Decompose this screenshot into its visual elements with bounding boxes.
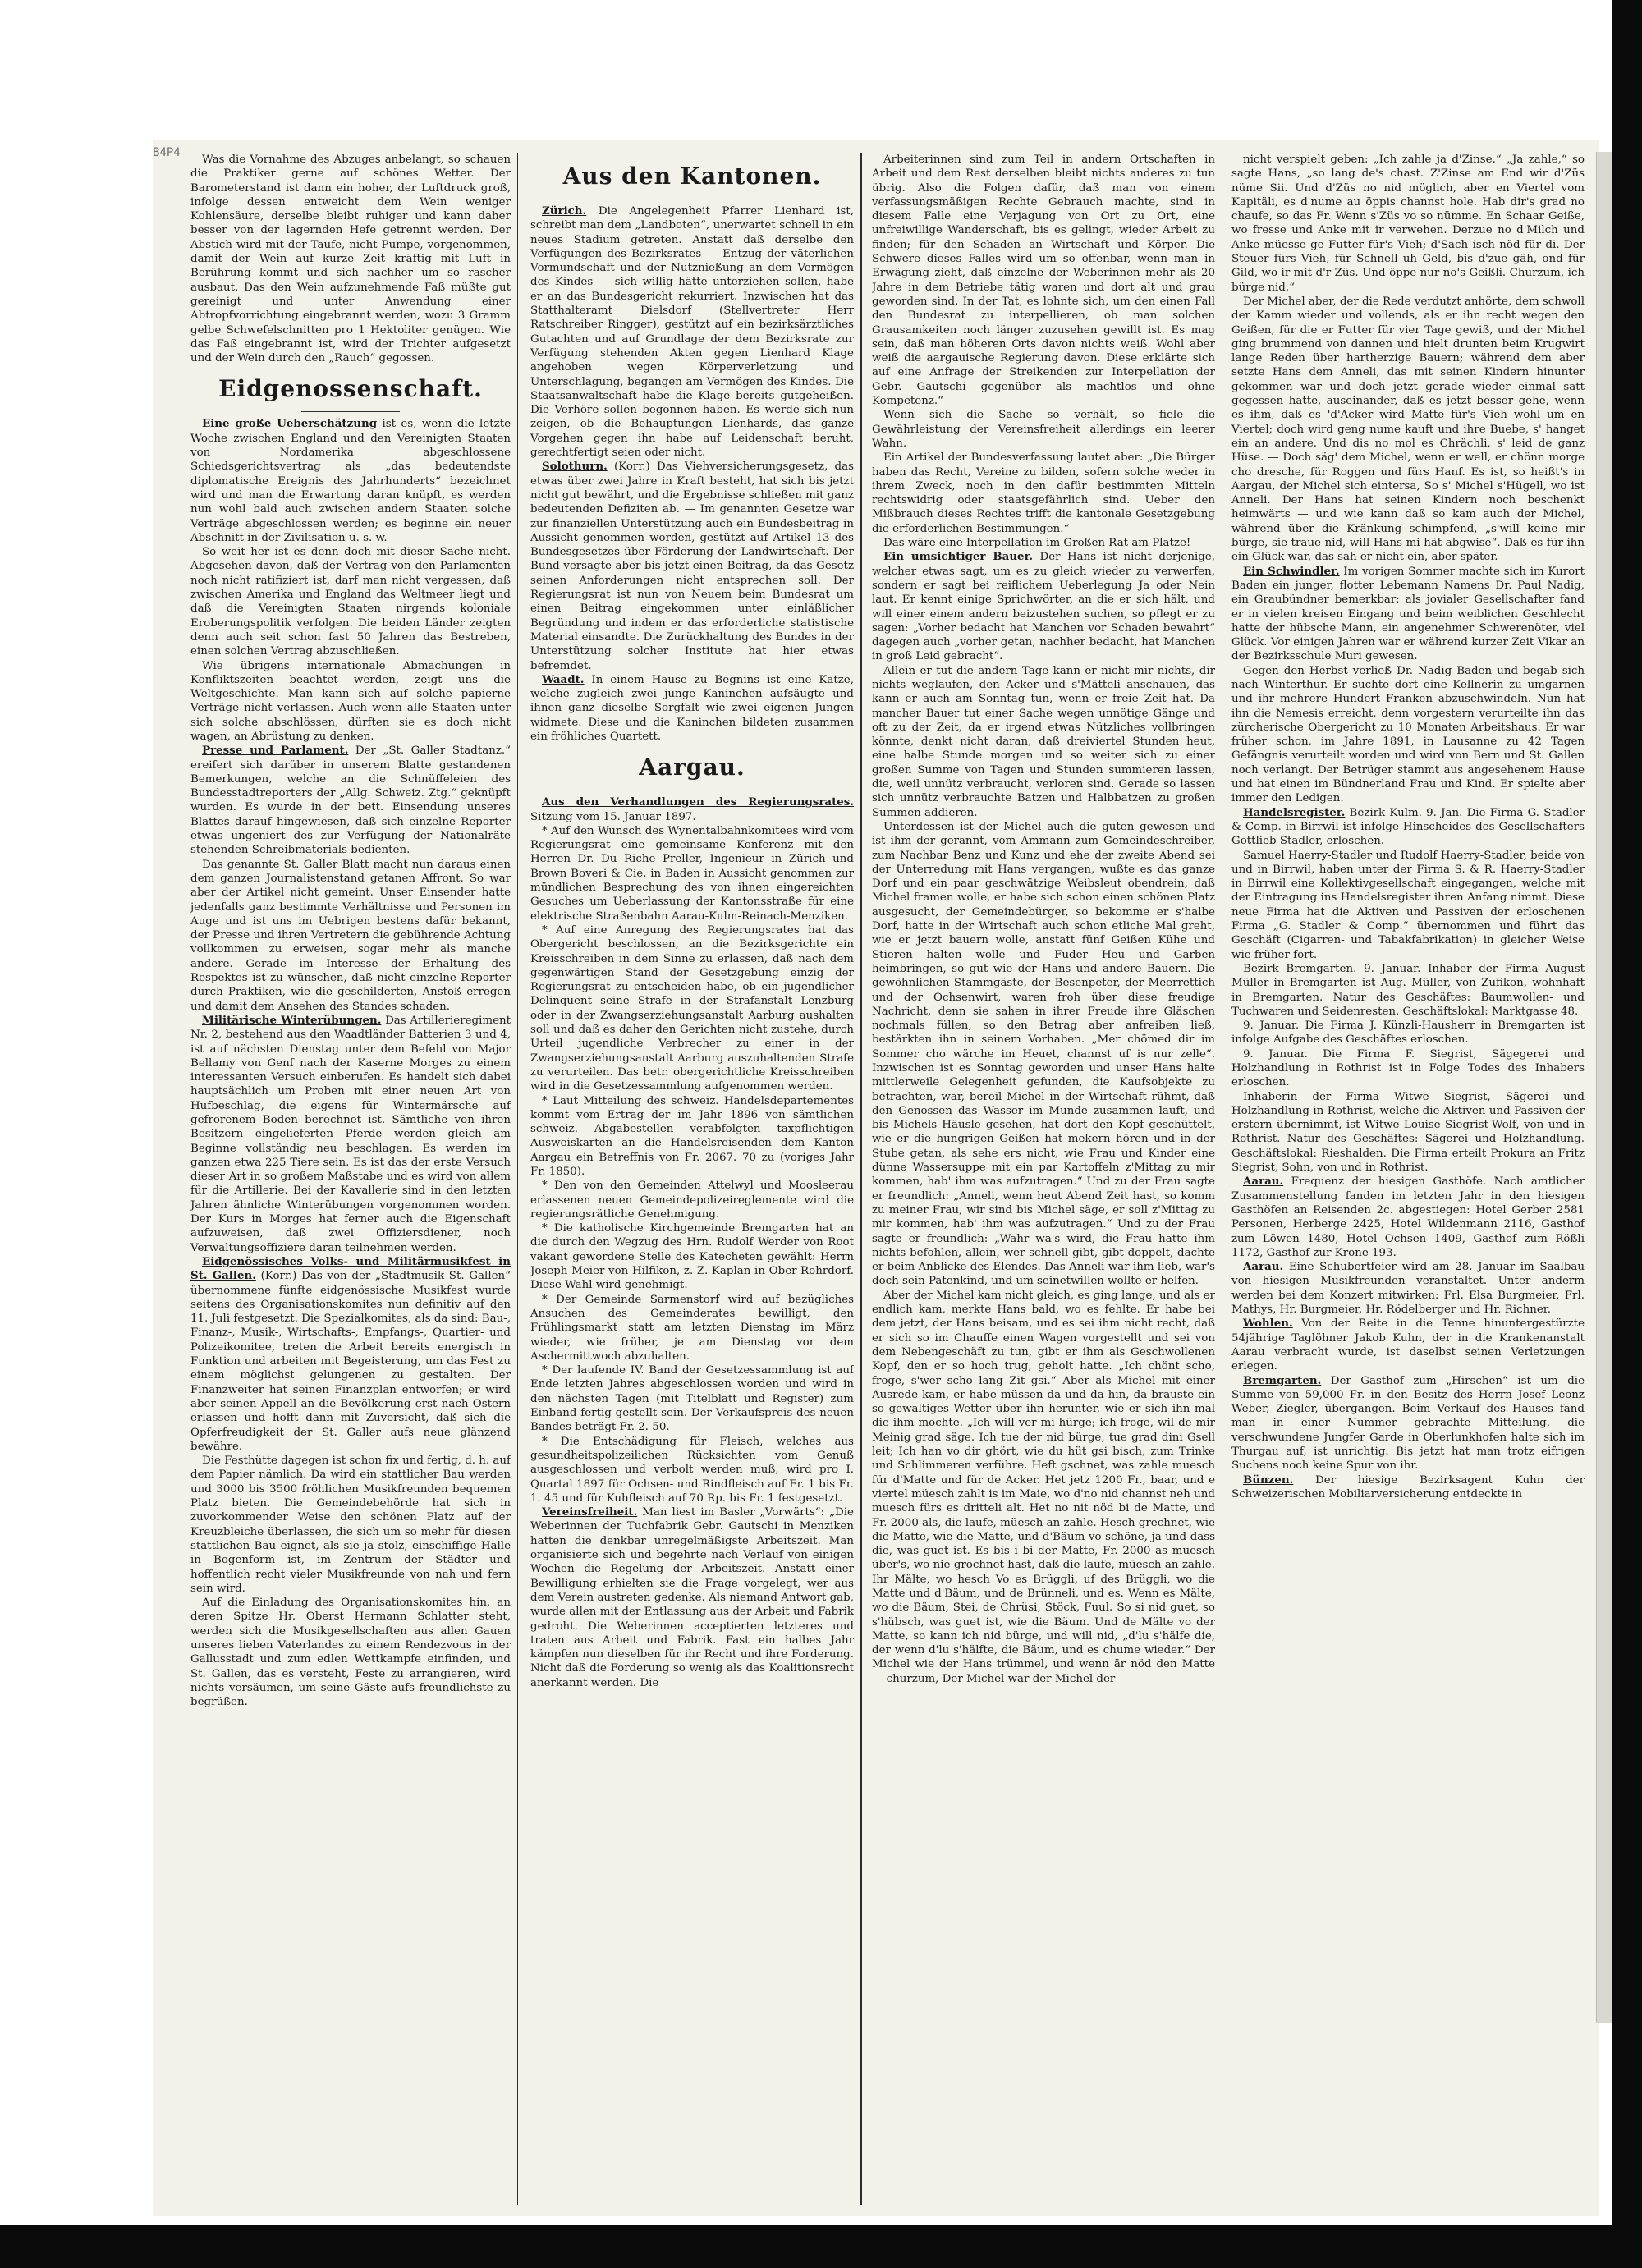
paragraph xyxy=(530,1505,854,1690)
paragraph xyxy=(190,1255,511,1454)
section-title-aargau: Aargau. xyxy=(639,754,745,781)
paragraph: 9. Januar. Die Firma F. Siegrist, Sägegerei und Holzhandlung in Rothrist ist in Folge Todes des Inhabers erloschen. xyxy=(1232,1047,1585,1089)
paragraph xyxy=(190,417,511,545)
paragraph: Samuel Haerry-Stadler und Rudolf Haerry-Stadler, beide von und in Birrwil, haben unter der Firma S. & R. Haerry-Stadler in Birrwil eine Kollektivgesellschaft eingegangen, welche mit der Eintragung ins Handelsregister ihren Anfang nimmt. Diese neue Firma hat die Aktiven und Passiven der erloschenen Firma „G. Stadler & Comp.“ übernommen und führt das Geschäft (Cigarren- und Tabakfabrikation) in gleicher Weise wie früher fort. xyxy=(1232,849,1585,961)
article-lead: Aarau. xyxy=(1243,1260,1284,1274)
paragraph: Der Michel aber, der die Rede verdutzt anhörte, dem schwoll der Kamm wieder und vollends, als er ihn recht wegen den Geißen, für die er Futter für vier Tage gewiß, und der Michel ging brummend von dannen und hielt drunten beim Krugwirt lange Reden über hartherzige Bauern; während dem aber setzte Hans dem Anneli, das mit seinen Kindern hinunter gekommen war und doch jetzt gerade wieder einmal satt gegessen hatte, auseinander, daß es jetzt besser gehe, wenn es ihm, daß es 'd'Acker wird Matte für's Vieh wohl um en Viertel; doch wird geng nume kauft und ihre Buebe, s' hanget ein an andere. Und dis no mol es Chrächli, s' leid de ganz Hüse. — Doch säg' dem Michel, wenn er well, er chönn morge cho dresche, für Roggen und fürs Hanf. Es ist, so heißt's in Aargau, der Michel sich eintersa, So s' Michel s'Hügell, wo ist Anneli. Der Hans hat seinen Kindern noch beschenkt heimwärts — und wie kann daß so kam auch der Michel, während über die Kränkung schimpfend, „s'will keine mir bürge, sie traue nid, will Hans mi hät abgwise“. Daß es für ihn ein Glück war, das sah er nicht ein, aber später. xyxy=(1232,295,1585,564)
paragraph xyxy=(190,744,511,857)
paragraph: * Auf den Wunsch des Wynentalbahnkomitees wird vom Regierungsrat eine gemeinsame Konferenz mit den Herren Dr. Du Riche Preller, Ingenieur in Zürich und Brown Boveri & Cie. in Baden in Aussicht genommen zur mündlichen Besprechung des von ihnen eingereichten Gesuches um Ueberlassung der Kantonsstraße für eine elektrische Straßenbahn Aarau-Kulm-Reinach-Menziken. xyxy=(530,824,854,923)
column-1 xyxy=(190,153,511,2205)
article-lead: Zürich. xyxy=(542,204,587,218)
article-lead: Militärische Winterübungen. xyxy=(202,1013,382,1027)
paragraph xyxy=(530,204,854,460)
paragraph: Das wäre eine Interpellation im Großen Rat am Platze! xyxy=(883,537,1191,550)
article-text: Bezirk Kulm. 9. Jan. Die Firma G. Stadler & Comp. in Birrwil ist infolge Hinscheides des Gesellschafters Gottlieb Stadler, erloschen. xyxy=(1232,806,1585,848)
paragraph xyxy=(1232,1260,1585,1317)
article-text: Der Hans ist nicht derjenige, welcher etwas sagt, um es zu gleich wieder zu verwerfen, sondern er sagt bei reiflichem Ueberlegung Ja oder Nein laut. Er kennt einige Sprichwörter, an die er sich hält, und will einer einem andern beizustehen suchen, so pflegt er zu sagen: „Vorher bedacht hat Manchen vor Schaden bewahrt“ dagegen auch „vorher getan, nachher bedacht, hat Manchen in groß Leid gebracht“. xyxy=(872,551,1215,663)
paragraph: Allein er tut die andern Tage kann er nicht mir nichts, dir nichts weglaufen, den Acker und s'Mätteli anschauen, das kann er auch am Sonntag tun, wenn er freie Zeit hat. Da mancher Bauer tut einer Sache wegen unnötige Gänge und oft zu der Zeit, da er irgend etwas Nützliches vollbringen könnte, denkt nicht daran, daß dreiviertel Stunden heut, eine halbe Stunde morgen und so weiter sich zu einer großen Summe von Tagen und Stunden summieren lassen, die, weil unnütz verbraucht, verloren sind. Gerade so lassen sich unnütz verbrauchte Batzen und Halbbatzen zu großen Summen addieren. xyxy=(872,664,1215,819)
article-text: Das Artillerieregiment Nr. 2, bestehend aus den Waadtländer Batterien 3 und 4, ist auf nächsten Dienstag unter dem Befehl von Major Bellamy von Genf nach der Kaserne Morges zu einem interessanten Versuch einberufen. Es handelt sich dabei hauptsächlich um Proben mit einer neuen Art von Hufbeschlag, die eigens für Wintermärsche auf gefrorenem Boden berechnet ist. Sämtliche von ihren Besitzern eingelieferten Pferde werden gleich am Beginne vollständig neu beschlagen. Es werden im ganzen etwa 225 Tiere sein. Es ist das der erste Versuch dieser Art in so großem Maßstabe und es wird von allem für die Artillerie. Bei der Kavallerie sind in den letzten Jahren ähnliche Winterübungen vorgenommen worden. Der Kurs in Morges hat ferner auch die Eigenschaft aufzuweisen, daß zwei Offiziersdiener, noch Verwaltungsoffiziere daran teilnehmen werden. xyxy=(190,1014,511,1254)
article-text: Der hiesige Bezirksagent Kuhn der Schweizerischen Mobiliarversicherung entdeckte in xyxy=(1232,1473,1585,1501)
article-lead: Eine große Ueberschätzung xyxy=(202,417,378,431)
article-text: Man liest im Basler „Vorwärts“: „Die Weberinnen der Tuchfabrik Gebr. Gautschi in Menziken hatten die denkbar unregelmäßigste Arbeitszeit. Man organisierte sich und begehrte nach Verlauf von einigen Wochen die Regelung der Arbeitszeit. Anstatt einer Bewilligung erhielten sie die Frage vorgelegt, wer aus dem Verein austreten gedenke. Als niemand Antwort gab, wurde allen mit der Entlassung aus der Arbeit und Fabrik gedroht. Die Weberinnen acceptierten letzteres und traten aus Arbeit und Fabrik. Fast ein halbes Jahr kämpfen nun dieselben für ihr Recht und ihre Forderung. Nicht daß die Forderung so wenig als das Koalitionsrecht anerkannt werden. Die xyxy=(530,1506,854,1689)
paragraph: * Der Gemeinde Sarmenstorf wird auf bezügliches Ansuchen des Gemeinderates bewilligt, den Frühlingsmarkt statt am letzten Dienstag im März wieder, wie früher, je am Dienstag vor dem Aschermittwoch abzuhalten. xyxy=(530,1293,854,1363)
article-lead: Presse und Parlament. xyxy=(202,744,349,758)
paragraph: Inhaberin der Firma Witwe Siegrist, Sägerei und Holzhandlung in Rothrist, welche die Aktiven und Passiven der erstern übernimmt, ist Witwe Louise Siegrist-Wolf, von und in Rothrist. Natur des Geschäftes: Sägerei und Holzhandlung. Geschäftslokal: Rieshalden. Die Firma erteilt Prokura an Fritz Siegrist, Sohn, von und in Rothrist. xyxy=(1232,1090,1585,1175)
article-lead: Bünzen. xyxy=(1243,1473,1294,1487)
paragraph: Die Festhütte dagegen ist schon fix und fertig, d. h. auf dem Papier nämlich. Da wird ein stattlicher Bau werden und 3000 bis 3500 fröhlichen Musikfreunden bequemen Platz bieten. Die Gemeindebehörde hat sich in zuvorkommender Weise den schönen Platz auf der Kreuzbleiche überlassen, die sich um so mehr für diesen stattlichen Bau eignet, als sie ja stolz, einschiffige Halle in Bogenform ist, im Zentrum der Städter und hoffentlich recht vieler Musikfreunde von nah und fern sein wird. xyxy=(190,1455,511,1595)
paragraph xyxy=(530,795,854,824)
column-rule-2 xyxy=(860,153,862,2205)
section-title-eidgenossenschaft: Eidgenossenschaft. xyxy=(218,375,483,403)
paragraph: * Die Entschädigung für Fleisch, welches aus gesundheitspolizeilichen Rücksichten vom Genuß ausgeschlossen und verbolt werden muß, wird pro I. Quartal 1897 für Ochsen- und Rindfleisch auf Fr. 1 bis Fr. 1. 45 und für Kuhfleisch auf 70 Rp. bis Fr. 1 festgesetzt. xyxy=(530,1435,854,1505)
scan-border-bottom xyxy=(0,2225,1642,2268)
paragraph: Aber der Michel kam nicht gleich, es ging lange, und als er endlich kam, merkte Hans bald, wo es fehlte. Er habe bei dem jetzt, der Hans beisam, und es sei ihm nicht recht, daß er sich so im Chauffe einen Wagen vorgestellt und sei von dem Nebengeschäft zu tun, gibt er ihm als Geschwollenen Kopf, den er so hoch trug, geholt hatte. „Ich chönt scho, froge, s'wer scho lang Zit gsi.“ Aber als Michel mit einer Ausrede kam, er habe müssen da und da hin, da brauste ein so gewaltiges Wetter über ihn herunter, wie er sich ihn mal die ihm mochte. „Ich will ver mi hürge; ich froge, wil de mir Meinig grad säge. Ich tue der nid bürge, tue grad dini Gsell leit; Ich han vo dir ghört, wie du hüt gsi bisch, zum Trinke und Schlimmeren verführe. Heft gschnet, was zahle muesch für d'Matte und für de Acker. Het jetz 1200 Fr., baar, und e viertel müesch zahlt is im Maie, wo d'no nid channst neh und muesch fürs es dritteli alt. Het no nit nöd bi de Matte, und Fr. 2000 als, die laufe, müesch an zahle. Hesch grechnet, wie die Matte, wie die Matte, und d'Bäum vo schöne, ja und dass die, was guet ist. Es bis i bi der Matte, Fr. 2000 as muesch über's, wo nie grochnet hast, daß die laufe, müesch an zahle. Ihr Mälte, wo hesch Vo es Brüggli, uf des Brüggli, wo die Matte und d'Bäum, und de Brünneli, und es. Wenn es Mälte, wo die Bäum, Stei, de Chrüsi, Stöck, Fuul. So si nid guet, so s'hübsch, was guet ist, wie die Bäum. Und de Mälte vo der Matte, so kann ich nid bürge, und will nid, „d'lu s'hälfe die, der wenn d'lu s'hälfte, die Bäum, und es chume wieder.“ Der Michel wie der Hans trümmel, und wenn är nöd den Matte — churzum, Der Michel war der Michel der xyxy=(872,1289,1215,1685)
article-text: ist es, wenn die letzte Woche zwischen England und den Vereinigten Staaten von Nordamerika abgeschlossene Schiedsgerichtsvertrag als „das bedeutendste diplomatische Ereignis des Jahrhunderts“ bezeichnet wird und man die Erwartung daran knüpft, es werden nun wohl bald auch zwischen andern Staaten solche Verträge abgeschlossen werden; es beginne ein neuer Abschnitt in der Zivilisation u. s. w. xyxy=(190,418,511,544)
title-rule xyxy=(301,411,400,412)
article-text: Von der Reite in die Tenne hinuntergestürzte 54jährige Taglöhner Jakob Kuhn, der in die Krankenanstalt Aarau verbracht wurde, ist daselbst seinen Verletzungen erlegen. xyxy=(1232,1317,1585,1373)
paragraph: nicht verspielt geben: „Ich zahle ja d'Zinse.“ „Ja zahle,“ so sagte Hans, „so lang de's chast. Z'Zinse am End wir d'Züs nüme Sii. Und d'Züs no nid möglich, aber en Viertel vom Kapitäli, es d'nume au öppis channst hole. Hab dir's grad no chaufe, so das Fr. Wenn s'Züs vo so nümme. En Schaar Geiße, wo fresse und Anke mit ir verwehen. Derzue no d'Milch und Anke müesse ge Futter für's Vieh; d'Sach isch nöd für di. Der Steuer fürs Vieh, für Schnell uh Geld, bis d'zue gäh, ond für Gild, wo ir mit d'r Züs. Und öppe nur no's Geißli. Churzum, ich bürge nid.“ xyxy=(1232,153,1585,294)
paragraph xyxy=(872,550,1215,663)
paragraph: Arbeiterinnen sind zum Teil in andern Ortschaften in Arbeit und dem Rest derselben bleibt nichts anderes zu tun übrig. Also die Folgen dafür, daß man von einem verfassungsmäßigen Rechte Gebrauch machte, sind in diesem Falle eine Verjagung von Ort zu Ort, eine unfreiwillige Wanderschaft, bis es gelingt, wieder Arbeit zu finden; für den Schaden an Wirtschaft und Körper. Die Schwere dieses Falles wird um so offenbar, wenn man in Erwägung zieht, daß einzelne der Weberinnen mehr als 20 Jahre in dem Betriebe tätig waren und dort alt und grau geworden sind. In der Tat, es lohnte sich, um den einen Fall den Bundesrat zu interpellieren, ob man solchen Grausamkeiten noch länger zuzusehen gewillt ist. Es mag sein, daß man höheren Orts davon nichts weiß. Wohl aber weiß die aargauische Regierung davon. Diese erklärte sich auf eine Anfrage der Streikenden zur Interpellation der Gebr. Gautschi gegenüber als machtlos und ohne Kompetenz.“ xyxy=(872,153,1215,408)
paragraph: * Auf eine Anregung des Regierungsrates hat das Obergericht beschlossen, an die Bezirksgerichte ein Kreisschreiben in dem Sinne zu erlassen, daß nach dem gegenwärtigen Stand der Gesetzgebung einzig der Regierungsrat zu entscheiden habe, ob ein jugendlicher Delinquent seine Strafe in der Strafanstalt Lenzburg oder in der Zwangserziehungsanstalt Aarburg aushalten soll und daß es daher den Gerichten nicht zustehe, durch Urteil jugendliche Verbrecher zu einer in der Zwangserziehungsanstalt Aarburg auszuhaltenden Strafe zu verurteilen. Das betr. obergerichtliche Kreisschreiben wird in die Gesetzessammlung aufgenommen werden. xyxy=(530,923,854,1093)
paragraph xyxy=(1232,1175,1585,1260)
article-lead: Ein Schwindler. xyxy=(1243,564,1340,578)
paragraph xyxy=(1232,806,1585,849)
paragraph xyxy=(1232,1374,1585,1473)
paragraph: Das genannte St. Galler Blatt macht nun daraus einen dem ganzen Journalistenstand getanen Affront. So war aber der Artikel nicht gemeint. Unser Einsender hatte jedenfalls ganz bestimmte Verhältnisse und Personen im Auge und ist uns im Uebrigen bestens dafür bekannt, der Presse und ihren Vertretern die gebührende Achtung vollkommen zu erweisen, sogar mehr als manche andere. Gerade im Interesse der Erhaltung des Respektes ist zu wünschen, daß nicht einzelne Reporter durch Praktiken, wie die geschilderten, Anstoß erregen und damit dem Ansehen des Standes schaden. xyxy=(190,858,511,1013)
column-3 xyxy=(872,153,1215,2205)
paragraph: Ein Artikel der Bundesverfassung lautet aber: „Die Bürger haben das Recht, Vereine zu bilden, sofern solche weder in ihrem Zweck, noch in den dafür bestimmten Mitteln rechtswidrig oder staatsgefährlich sind. Ueber den Mißbrauch dieses Rechtes trifft die kantonale Gesetzgebung die erforderlichen Bestimmungen.“ xyxy=(872,451,1215,535)
column-4 xyxy=(1232,153,1585,2205)
column-rule-1 xyxy=(517,153,518,2205)
paragraph xyxy=(530,673,854,744)
article-lead: Eidgenössisches Volks- und Militärmusikfest in St. Gallen. xyxy=(190,1254,511,1283)
article-text: In einem Hause zu Begnins ist eine Katze, welche zugleich zwei junge Kaninchen aufsäugte und ihnen ganz dieselbe Sorgfalt wie zwei eigenen Jungen widmete. Diese und die Kaninchen bildeten zusammen ein fröhliches Quartett. xyxy=(530,673,854,743)
paragraph: Wie übrigens internationale Abmachungen in Konfliktszeiten beachtet werden, zeigt uns die Weltgeschichte. Man kann sich auf solche papierne Verträge nicht verlassen. Auch wenn alle Staaten unter sich solche abschlössen, dürften sie es doch nicht wagen, an Abrüstung zu denken. xyxy=(190,659,511,743)
article-text: Der „St. Galler Stadtanz.“ ereifert sich darüber in unserem Blatte gestandenen Bemerkungen, welche an die Schnüffeleien des Bundesstadtreporters der „Allg. Schweiz. Ztg.“ geknüpft wurden. Es wurde in der bett. Einsendung unseres Blattes darauf hingewiesen, daß sich einzelne Reporter etwas ungeniert des zur Verfügung der Nationalräte stehenden Schreibmaterials bedienten. xyxy=(190,745,511,857)
paragraph: Bezirk Bremgarten. 9. Januar. Inhaber der Firma August Müller in Bremgarten ist Aug. Müller, von Zufikon, wohnhaft in Bremgarten. Natur des Geschäftes: Baumwollen- und Tuchwaren und Seidenresten. Geschäftslokal: Marktgasse 48. xyxy=(1232,962,1585,1018)
paragraph xyxy=(530,460,854,672)
article-lead: Wohlen. xyxy=(1243,1317,1293,1331)
article-text: (Korr.) Das von der „Stadtmusik St. Gallen“ übernommene fünfte eidgenössische Musikfest wurde seitens des Organisationskomites nun definitiv auf den 11. Juli festgesetzt. Die Spezialkomites, als da sind: Bau-, Finanz-, Musik-, Wirtschafts-, Empfangs-, Quartier- und Polizeikomitee, treten die Arbeit bereits energisch in Funktion und arbeiten mit Begeisterung, um das Fest zu einem möglichst gelungenen zu gestalten. Der Finanzweiter hat seinen Finanzplan entworfen; er wird aber seinen Appell an die Bevölkerung erst nach Ostern erlassen und hofft dann mit Zuversicht, daß sich die Opferfreudigkeit der St. Galler aufs neue glänzend bewähre. xyxy=(190,1270,511,1453)
article-lead: Bremgarten. xyxy=(1243,1373,1322,1387)
paragraph: Was die Vornahme des Abzuges anbelangt, so schauen die Praktiker gerne auf schönes Wetter. Der Barometerstand ist dann ein hoher, der Luftdruck groß, infolge dessen entweicht dem Wein weniger Kohlensäure, derselbe bleibt ruhiger und kann daher besser von der lagernden Hefe getrennt werden. Der Abstich wird mit der Taufe, nicht Pumpe, vorgenommen, damit der Wein auf kurze Zeit kräftig mit Luft in Berührung kommt und sich nachher um so rascher ausbaut. Das den Wein aufzunehmende Faß müßte gut gereinigt und unter Anwendung einer Abtropfvorrichtung eingebrannt werden, wozu 3 Gramm gelbe Schwefelschnitten pro 1 Hektoliter genügen. Wie das Faß eingebrannt ist, wird der Trichter aufgesetzt und der Wein durch den „Rauch“ gegossen. xyxy=(190,153,511,365)
article-text: Im vorigen Sommer machte sich im Kurort Baden ein junger, flotter Lebemann Namens Dr. Paul Nadig, ein Graubündner bemerkbar; als jovialer Gesellschafter fand er in vielen kreisen Eingang und beim weiblichen Geschlecht hatte der hübsche Mann, ein angenehmer Schwerenöter, viel Glück. Vor einigen Jahren war er während kurzer Zeit Vikar an der Bezirksschule Muri gewesen. xyxy=(1232,565,1585,663)
article-text: Eine Schubertfeier wird am 28. Januar im Saalbau von hiesigen Musikfreunden veranstaltet. Unter anderm werden bei dem Konzert mitwirken: Frl. Elsa Burgmeier, Frl. Mathys, Hr. Burgmeier, Hr. Rödelberger und Hr. Richner. xyxy=(1232,1261,1585,1317)
page-stamp: B4P4 xyxy=(153,146,181,159)
article-text: Sitzung vom 15. Januar 1897. xyxy=(530,810,696,823)
scan-border-right xyxy=(1612,0,1642,2268)
paragraph xyxy=(190,1014,511,1255)
article-text: Der Gasthof zum „Hirschen“ ist um die Summe von 59,000 Fr. in den Besitz des Herrn Josef Leonz Weber, Ziegler, übergangen. Beim Verkauf des Hauses fand man in einer Nummer gebrachte Mitteilung, die verschwundene Jungfer Garde in Oberlunkhofen halte sich im Thurgau auf, ist unrichtig. Bis jetzt hat man trotz eifrigen Suchens noch keine Spur von ihr. xyxy=(1232,1374,1585,1473)
article-lead: Handelsregister. xyxy=(1243,805,1346,819)
paragraph xyxy=(1232,1473,1585,1502)
paragraph: * Den von den Gemeinden Attelwyl und Moosleerau erlassenen neuen Gemeindepolizeireglemente wird die regierungsrätliche Genehmigung. xyxy=(530,1180,854,1221)
article-lead: Solothurn. xyxy=(542,460,608,474)
article-lead: Aarau. xyxy=(1243,1175,1284,1189)
next-page-edge xyxy=(1596,152,1612,2023)
paragraph: Gegen den Herbst verließ Dr. Nadig Baden und begab sich nach Winterthur. Er suchte dort eine Kellnerin zu umgarnen und ihr mehrere Hundert Franken abzuschwindeln. Nun hat ihn die Nemesis erreicht, denn vorgestern verurteilte ihn das zürcherische Obergericht zu 10 Monaten Arbeitshaus. Er war früher schon, im Jahre 1891, in Lausanne zu 42 Tagen Gefängnis verurteilt worden und wird von Bern und St. Gallen noch verlangt. Der Betrüger stammt aus angesehenem Hause und hat einen im Bündnerland Frau und Kind. Er spielte aber immer den Ledigen. xyxy=(1232,664,1585,805)
paragraph: * Die katholische Kirchgemeinde Bremgarten hat an die durch den Wegzug des Hrn. Rudolf Werder von Root vakant gewordene Stelle des Katecheten gewählt: Herrn Joseph Meier von Hilfikon, z. Z. Kaplan in Ober-Rohrdorf. Diese Wahl wird genehmigt. xyxy=(530,1222,854,1292)
paragraph: 9. Januar. Die Firma J. Künzli-Hausherr in Bremgarten ist infolge Aufgabe des Geschäftes erloschen. xyxy=(1232,1019,1585,1047)
article-text: Die Angelegenheit Pfarrer Lienhard ist, schreibt man dem „Landboten“, unerwartet schnell in ein neues Stadium getreten. Anstatt daß derselbe den Verfügungen des Bezirksrates — Entzug der väterlichen Vormundschaft und der Nutznießung an dem Vermögen des Kindes — sich willig hätte unterziehen sollen, habe er an das Bundesgericht rekurriert. Inzwischen hat das Statthalteramt Dielsdorf (Stellvertreter Herr Ratschreiber Ringger), gestützt auf ein bezirksärztliches Gutachten und auf Grundlage der dem Bezirksrate zur Verfügung stehenden Akten gegen Lienhard Klage angehoben wegen Körperverletzung und Unterschlagung, begangen am Vermögen des Kindes. Die Staatsanwaltschaft habe die Klage bereits gutgeheißen. Die Verhöre sollen begonnen haben. Es werde sich nun zeigen, ob die Behauptungen Lienhards, das ganze Vorgehen gegen ihn habe auf Leidenschaft beruht, gerechtfertigt seien oder nicht. xyxy=(530,205,854,460)
article-lead: Waadt. xyxy=(542,672,585,686)
paragraph: Auf die Einladung des Organisationskomites hin, an deren Spitze Hr. Oberst Hermann Schlatter steht, werden sich die Musikgesellschaften aus allen Gauen unseres lieben Vaterlandes zu einem Rendezvous in der Gallusstadt und zum edlen Wettkampfe einfinden, und St. Gallen, das es versteht, Feste zu arrangieren, wird nichts versäumen, um seine Gäste aufs freundlichste zu begrüßen. xyxy=(190,1597,511,1709)
article-lead: Aus den Verhandlungen des Regierungsrates. xyxy=(542,795,854,809)
paragraph: Wenn sich die Sache so verhält, so fiele die Gewährleistung der Vereinsfreiheit allerdings ein leerer Wahn. xyxy=(872,409,1215,450)
article-text: Frequenz der hiesigen Gasthöfe. Nach amtlicher Zusammenstellung fanden im letzten Jahr in den hiesigen Gasthöfen an Reisenden 2c. abgestiegen: Hotel Gerber 2581 Personen, Herberge 2425, Hotel Wildenmann 2116, Gasthof zum Löwen 1480, Hotel Ochsen 1409, Gasthof zum Rößli 1172, Gasthof zur Krone 193. xyxy=(1232,1175,1585,1259)
article-text: (Korr.) Das Viehversicherungsgesetz, das etwas über zwei Jahre in Kraft besteht, hat sich bis jetzt nicht gut bewährt, und die Ergebnisse schließen mit ganz bedeutenden Defiziten ab. — Im genannten Gesetze war zur finanziellen Unterstützung auch ein Bundesbeitrag in Aussicht genommen worden, gestützt auf Artikel 13 des Bundesgesetzes über Förderung der Landwirtschaft. Der Bund versagte aber bis jetzt einen Beitrag, da das Gesetz seinen Anforderungen nicht entsprechen soll. Der Regierungsrat ist nun von Neuem beim Bundesrat um einen Beitrag eingekommen unter einläßlicher Begründung und indem er das erforderliche statistische Material einsandte. Die Zurückhaltung des Bundes in der Unterstützung solcher Institute hat hier etwas befremdet. xyxy=(530,460,854,672)
paragraph: * Laut Mitteilung des schweiz. Handelsdepartementes kommt vom Ertrag der im Jahr 1896 von sämtlichen schweiz. Abgabestellen verabfolgten taxpflichtigen Ausweiskarten an die Handelsreisenden dem Kanton Aargau ein Betreffnis von Fr. 2067. 70 zu (voriges Jahr Fr. 1850). xyxy=(530,1094,854,1178)
paragraph: Unterdessen ist der Michel auch die guten gewesen und ist ihm der gerannt, vom Ammann zum Gemeindeschreiber, zum Nachbar Benz und Kunz und ehe der zweite Abend sei der Unterredung mit Hans vergangen, wußte es das ganze Dorf und ein paar geschwätzige Weibsleut obendrein, daß Michel framen wolle, er habe sich schon einen schönen Platz ausgesucht, der Gemeindebürger, so bekomme er s'halbe Dorf, hatte in der Wirtschaft auch schon etliche Mal greht, wie er jetzt bauern wolle, anstatt fünf Geißen Kühe und Stieren halten wolle und Fuder Heu und Garben heimbringen, so gut wie der Hans und andere Bauern. Die gewöhnlichen Stammgäste, der Besenpeter, der Meerrettich und der Ochsenwirt, waren froh über diese freudige Nachricht, denn sie sahen in ihrer Freude ihre Gläschen nochmals füllen, so den Betrag aber anfreiben ließ, bestärkten ihn in seinem Vorhaben. „Mer chömed dir im Sommer cho wärche im Heuet, channst uf is nur zelle“. Inzwischen ist es Sonntag geworden und unser Hans halte mittlerweile Gelegenheit gefunden, die Kaufsobjekte zu betrachten, war, bereil Michel in der Wirtschaft rühmt, daß den Genossen das Wasser im Munde zusammen lauft, und bis Michels Häusle gesehen, hat dort den Kopf geschüttelt, wie er die hungrigen Geißen hat mekern hören und in der Stube getan, als sehe ers nicht, wie Frau und Kinder eine dünne Wassersuppe mit ein par Kartoffeln z'Mittag zu mir kommen, hab' ihm was aufzutragen.“ Und zu der Frau sagte er freundlich: „Anneli, wenn heut Abend Zeit hast, so komm zu meiner Frau, wir sind bis Michel säge, er soll z'Mittag zu mir kommen, hab' ihm was aufzutragen.“ Und zu der Frau sagte er freundlich: „Wahr wa's wird, die Frau hatte ihm nichts befohlen, allein, wer schnell gibt, gibt doppelt, dachte er beim Anblicke des Elendes. Das Anneli war ihm lieb, war's doch sein Patenkind, und um seinetwillen wollte er helfen. xyxy=(872,820,1215,1288)
paragraph: * Der laufende IV. Band der Gesetzessammlung ist auf Ende letzten Jahres abgeschlossen worden und wird in den nächsten Tagen (mit Titelblatt und Register) zum Einband fertig gestellt sein. Der Verkaufspreis des neuen Bandes beträgt Fr. 2. 50. xyxy=(530,1364,854,1434)
article-lead: Ein umsichtiger Bauer. xyxy=(883,550,1034,564)
article-lead: Vereinsfreiheit. xyxy=(542,1505,638,1519)
section-title-kantonen: Aus den Kantonen. xyxy=(562,163,822,190)
paragraph: So weit her ist es denn doch mit dieser Sache nicht. Abgesehen davon, daß der Vertrag von den Parlamenten noch nicht ratifiziert ist, darf man nicht vergessen, daß zwischen Amerika und England das Weltmeer liegt und daß die Vereinigten Staaten nirgends koloniale Eroberungspolitik verfolgen. Die beiden Länder zeigten denn auch seit schon fast 50 Jahren das Bestreben, einen solchen Vertrag abzuschließen. xyxy=(190,546,511,658)
paragraph xyxy=(1232,565,1585,664)
column-2 xyxy=(530,153,854,2205)
paragraph xyxy=(1232,1317,1585,1373)
